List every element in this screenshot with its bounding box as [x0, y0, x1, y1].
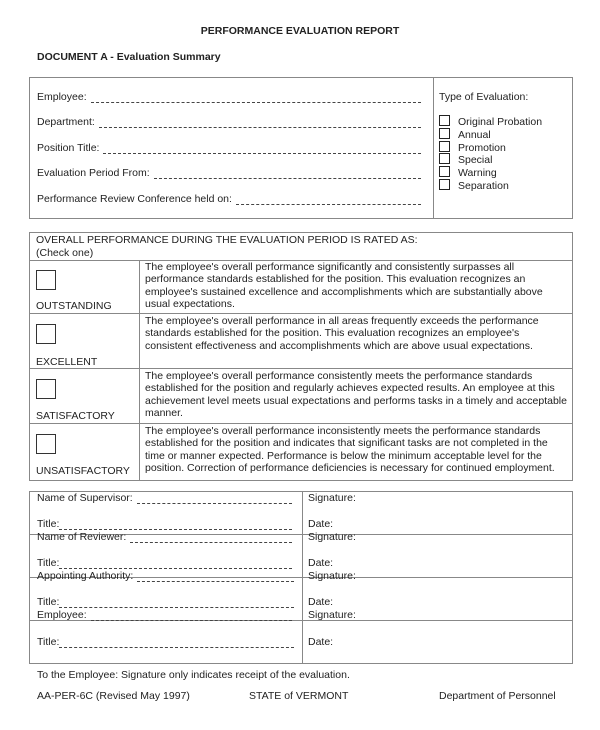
rating-label: SATISFACTORY: [36, 410, 115, 422]
reviewer-name-field[interactable]: [37, 531, 292, 543]
employee-signature[interactable]: Signature:: [308, 609, 356, 621]
type-option-special[interactable]: [439, 153, 542, 166]
supervisor-title-field[interactable]: [37, 518, 292, 530]
field-blank[interactable]: [236, 195, 421, 205]
employee-title-field[interactable]: [37, 636, 294, 648]
field-label: Performance Review Conference held on:: [37, 193, 232, 205]
unsatisfactory-checkbox[interactable]: [36, 434, 56, 454]
reviewer-signature[interactable]: Signature:: [308, 531, 356, 543]
option-label: Promotion: [458, 141, 506, 154]
field-blank[interactable]: [99, 118, 421, 128]
field-label: Employee:: [37, 91, 87, 103]
option-label: Annual: [458, 128, 491, 141]
position-title-field[interactable]: [37, 142, 421, 154]
field-label: Employee:: [37, 609, 87, 621]
option-label: Separation: [458, 179, 509, 192]
type-option-promotion[interactable]: [439, 141, 542, 154]
divider: [29, 313, 573, 314]
supervisor-signature[interactable]: Signature:: [308, 492, 356, 504]
appointing-title-field[interactable]: [37, 596, 294, 608]
type-option-original-probation[interactable]: [439, 115, 542, 128]
checkbox[interactable]: [439, 141, 450, 152]
report-title: PERFORMANCE EVALUATION REPORT: [200, 25, 400, 37]
field-blank[interactable]: [154, 169, 421, 179]
rating-label: OUTSTANDING: [36, 300, 112, 312]
checkbox[interactable]: [439, 115, 450, 126]
type-option-warning[interactable]: [439, 166, 542, 179]
supervisor-date[interactable]: Date:: [308, 518, 334, 530]
field-blank[interactable]: [91, 611, 292, 621]
rating-label: EXCELLENT: [36, 356, 98, 368]
divider: [29, 368, 573, 369]
satisfactory-checkbox[interactable]: [36, 379, 56, 399]
checkbox[interactable]: [439, 179, 450, 190]
employee-note: To the Employee: Signature only indicates receipt of the evaluation.: [37, 669, 350, 681]
field-blank[interactable]: [137, 572, 294, 582]
form-id: AA-PER-6C (Revised May 1997): [37, 690, 190, 702]
employee-field[interactable]: [37, 91, 421, 103]
outstanding-checkbox[interactable]: [36, 270, 56, 290]
rating-description: The employee's overall performance significantly and consistently surpasses all performance standards established for the position. This evaluation recognizes an employee's sustained excellence and accomplishments which are substantially above usual expectations.: [145, 261, 543, 311]
type-option-annual[interactable]: [439, 128, 542, 141]
field-blank[interactable]: [59, 559, 292, 569]
field-label: Appointing Authority:: [37, 570, 134, 582]
divider: [433, 77, 434, 219]
field-label: Title:: [37, 518, 60, 530]
rating-description: The employee's overall performance in all areas frequently exceeds the performance standards established for the position. This evaluation recognizes an employee's consistent effectiveness and accomplishments which are above usual expectations.: [145, 315, 539, 352]
field-blank[interactable]: [59, 598, 294, 608]
check-one-text: (Check one): [36, 247, 94, 259]
field-label: Evaluation Period From:: [37, 167, 150, 179]
checkbox[interactable]: [439, 128, 450, 139]
field-label: Title:: [37, 636, 60, 648]
state-label: STATE of VERMONT: [249, 690, 349, 702]
field-blank[interactable]: [137, 494, 292, 504]
rating-label: UNSATISFACTORY: [36, 465, 130, 477]
field-blank[interactable]: [91, 93, 421, 103]
field-blank[interactable]: [59, 520, 292, 530]
document-subtitle: DOCUMENT A - Evaluation Summary: [37, 51, 221, 63]
divider: [139, 260, 140, 481]
employee-date[interactable]: Date:: [308, 636, 334, 648]
field-label: Position Title:: [37, 142, 100, 154]
department-field[interactable]: [37, 116, 421, 128]
department-label: Department of Personnel: [439, 690, 556, 702]
field-blank[interactable]: [130, 533, 292, 543]
field-label: Name of Supervisor:: [37, 492, 133, 504]
rating-heading: [36, 234, 418, 260]
reviewer-title-field[interactable]: [37, 557, 292, 569]
evaluation-type-list: [439, 115, 542, 192]
field-label: Title:: [37, 596, 60, 608]
field-label: Title:: [37, 557, 60, 569]
excellent-checkbox[interactable]: [36, 324, 56, 344]
checkbox[interactable]: [439, 153, 450, 164]
option-label: Warning: [458, 167, 497, 180]
evaluation-period-field[interactable]: [37, 167, 421, 179]
rating-description: The employee's overall performance inconsistently meets the performance standards established for the position and indicates that significant tasks are not completed in the time or manner expected. Performance is below the minimum acceptable level for the position. Correction of performance deficiencies is necessary for continued employment.: [145, 425, 555, 475]
checkbox[interactable]: [439, 166, 450, 177]
field-label: Department:: [37, 116, 95, 128]
field-label: Name of Reviewer:: [37, 531, 127, 543]
appointing-authority-field[interactable]: [37, 570, 294, 582]
option-label: Original Probation: [458, 116, 543, 128]
rating-heading-text: OVERALL PERFORMANCE DURING THE EVALUATION PERIOD IS RATED AS:: [36, 234, 418, 246]
divider: [29, 423, 573, 424]
supervisor-name-field[interactable]: [37, 492, 292, 504]
rating-description: The employee's overall performance consistently meets the performance standards established for the position and regularly achieves expected results. An employee at this achievement level meets usual expectations and performs tasks in a timely and acceptable manner.: [145, 370, 567, 420]
option-label: Special: [458, 154, 493, 167]
appointing-date[interactable]: Date:: [308, 596, 334, 608]
type-option-separation[interactable]: [439, 179, 542, 192]
review-conference-field[interactable]: [37, 193, 421, 205]
employee-name-field[interactable]: [37, 609, 292, 621]
appointing-signature[interactable]: Signature:: [308, 570, 356, 582]
field-blank[interactable]: [59, 638, 294, 648]
reviewer-date[interactable]: Date:: [308, 557, 334, 569]
field-blank[interactable]: [103, 144, 421, 154]
type-of-evaluation-label: Type of Evaluation:: [439, 91, 529, 103]
